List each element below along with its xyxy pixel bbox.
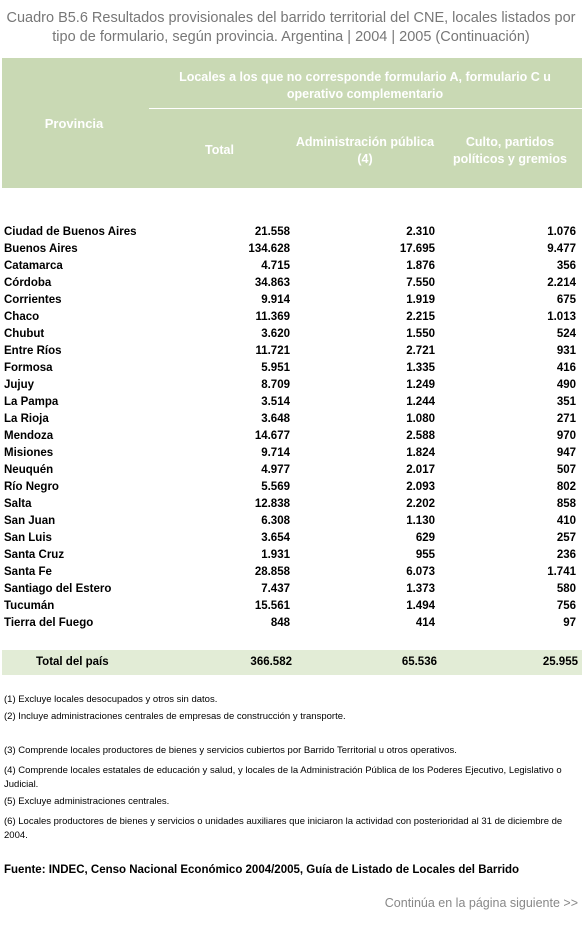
cell-total: 9.714 (261, 447, 290, 459)
total-total: 366.582 (250, 656, 292, 668)
cell-culto: 858 (556, 498, 576, 510)
cell-admin: 2.310 (406, 226, 435, 238)
cell-total: 3.648 (261, 413, 290, 425)
cell-provincia: Buenos Aires (4, 243, 78, 255)
cell-total: 848 (270, 617, 290, 629)
cell-culto: 2.214 (547, 277, 576, 289)
cell-total: 5.951 (261, 362, 290, 374)
cell-total: 4.715 (261, 260, 290, 272)
table-row (0, 377, 582, 394)
cell-culto: 351 (556, 396, 576, 408)
cell-provincia: Córdoba (4, 277, 52, 289)
table-title: Cuadro B5.6 Resultados provisionales del barrido territorial del CNE, locales listados por tipo de formulario, según provincia. Argentina | 2004 | 2005 (Continuación) (6, 10, 576, 45)
table-row (0, 394, 582, 411)
table-row (0, 360, 582, 377)
cell-total: 3.654 (261, 532, 290, 544)
cell-provincia: Chubut (4, 328, 45, 340)
cell-total: 34.863 (254, 277, 290, 289)
header-total: Total (205, 143, 234, 157)
cell-provincia: Corrientes (4, 294, 62, 306)
table-row (0, 241, 582, 258)
cell-culto: 1.741 (547, 566, 576, 578)
cell-culto: 1.076 (547, 226, 576, 238)
cell-provincia: Salta (4, 498, 32, 510)
cell-admin: 2.588 (406, 430, 435, 442)
cell-provincia: Chaco (4, 311, 40, 323)
cell-total: 28.858 (254, 566, 290, 578)
table-body (0, 224, 582, 632)
cell-culto: 97 (563, 617, 576, 629)
cell-culto: 756 (556, 600, 576, 612)
header-provincia: Provincia (44, 116, 104, 131)
header-administracion: Administración pública (4) (295, 135, 435, 166)
cell-admin: 2.721 (406, 345, 435, 357)
cell-culto: 931 (556, 345, 576, 357)
cell-admin: 1.244 (406, 396, 435, 408)
cell-culto: 675 (556, 294, 576, 306)
header-culto: Culto, partidos políticos y gremios (453, 135, 567, 166)
note-1: (1) Excluye locales desocupados y otros sin datos. (4, 694, 218, 705)
table-row (0, 326, 582, 343)
cell-total: 5.569 (261, 481, 290, 493)
cell-total: 21.558 (254, 226, 290, 238)
table-row (0, 547, 582, 564)
cell-admin: 6.073 (406, 566, 435, 578)
continue-link[interactable]: Continúa en la página siguiente >> (384, 896, 578, 910)
header-divider (149, 108, 582, 109)
cell-provincia: San Luis (4, 532, 52, 544)
cell-provincia: La Pampa (4, 396, 59, 408)
cell-provincia: Santa Fe (4, 566, 52, 578)
cell-admin: 1.249 (406, 379, 435, 391)
note-4: (4) Comprende locales estatales de educación y salud, y locales de la Administración Pública de los Poderes Ejecutivo, Legislativo o Judicial. (4, 765, 562, 790)
cell-admin: 2.093 (406, 481, 435, 493)
table-row (0, 309, 582, 326)
cell-culto: 236 (556, 549, 576, 561)
table-row (0, 496, 582, 513)
cell-admin: 629 (415, 532, 435, 544)
total-row (2, 650, 582, 675)
note-3: (3) Comprende locales productores de bienes y servicios cubiertos por Barrido Territorial u otros operativos. (4, 745, 457, 756)
cell-total: 6.308 (261, 515, 290, 527)
total-culto: 25.955 (542, 656, 578, 668)
cell-admin: 1.824 (406, 447, 435, 459)
cell-culto: 947 (556, 447, 576, 459)
cell-provincia: Entre Ríos (4, 345, 62, 357)
table-row (0, 224, 582, 241)
cell-culto: 507 (556, 464, 576, 476)
cell-admin: 7.550 (406, 277, 435, 289)
cell-provincia: Mendoza (4, 430, 54, 442)
table-row (0, 445, 582, 462)
cell-admin: 1.335 (406, 362, 435, 374)
table-row (0, 292, 582, 309)
cell-total: 9.914 (261, 294, 290, 306)
cell-culto: 970 (556, 430, 576, 442)
cell-admin: 1.550 (406, 328, 435, 340)
cell-admin: 955 (415, 549, 435, 561)
cell-admin: 1.919 (406, 294, 435, 306)
cell-admin: 2.017 (406, 464, 435, 476)
cell-culto: 802 (556, 481, 576, 493)
table-row (0, 479, 582, 496)
table-row (0, 258, 582, 275)
cell-total: 12.838 (254, 498, 290, 510)
cell-provincia: Tucumán (4, 600, 55, 612)
cell-total: 8.709 (261, 379, 290, 391)
note-5: (5) Excluye administraciones centrales. (4, 796, 170, 807)
cell-provincia: La Rioja (4, 413, 49, 425)
cell-provincia: Tierra del Fuego (4, 617, 94, 629)
cell-provincia: Misiones (4, 447, 54, 459)
table-row (0, 428, 582, 445)
cell-total: 3.514 (261, 396, 290, 408)
cell-total: 7.437 (261, 583, 290, 595)
cell-total: 3.620 (261, 328, 290, 340)
cell-provincia: Formosa (4, 362, 53, 374)
cell-provincia: Catamarca (4, 260, 63, 272)
cell-culto: 356 (556, 260, 576, 272)
cell-provincia: San Juan (4, 515, 56, 527)
cell-admin: 1.876 (406, 260, 435, 272)
cell-total: 14.677 (254, 430, 290, 442)
table-header (2, 58, 582, 188)
table-row (0, 581, 582, 598)
header-group: Locales a los que no corresponde formulario A, formulario C u operativo complementario (179, 70, 551, 101)
cell-culto: 257 (556, 532, 576, 544)
table-row (0, 615, 582, 632)
table-row (0, 530, 582, 547)
cell-culto: 271 (556, 413, 576, 425)
table-row (0, 462, 582, 479)
cell-provincia: Jujuy (4, 379, 35, 391)
source-note: Fuente: INDEC, Censo Nacional Económico 2004/2005, Guía de Listado de Locales del Barrido (4, 864, 520, 876)
cell-admin: 1.373 (406, 583, 435, 595)
cell-provincia: Santa Cruz (4, 549, 65, 561)
table-row (0, 513, 582, 530)
table-row (0, 275, 582, 292)
cell-admin: 17.695 (399, 243, 435, 255)
cell-total: 15.561 (254, 600, 290, 612)
cell-provincia: Neuquén (4, 464, 54, 476)
cell-culto: 580 (556, 583, 576, 595)
table-row (0, 343, 582, 360)
cell-total: 4.977 (261, 464, 290, 476)
note-2: (2) Incluye administraciones centrales de empresas de construcción y transporte. (4, 711, 346, 722)
cell-total: 1.931 (261, 549, 290, 561)
cell-total: 11.369 (255, 311, 290, 323)
cell-culto: 416 (556, 362, 576, 374)
cell-culto: 9.477 (547, 243, 576, 255)
cell-culto: 490 (556, 379, 576, 391)
table-row (0, 598, 582, 615)
cell-admin: 2.215 (406, 311, 435, 323)
cell-culto: 1.013 (547, 311, 576, 323)
cell-culto: 410 (556, 515, 576, 527)
total-admin: 65.536 (401, 656, 437, 668)
cell-provincia: Santiago del Estero (4, 583, 112, 595)
table-row (0, 564, 582, 581)
cell-admin: 414 (415, 617, 435, 629)
cell-culto: 524 (556, 328, 576, 340)
table-row (0, 411, 582, 428)
cell-provincia: Ciudad de Buenos Aires (4, 226, 137, 238)
cell-admin: 2.202 (406, 498, 435, 510)
cell-admin: 1.080 (406, 413, 435, 425)
cell-total: 134.628 (248, 243, 290, 255)
note-6: (6) Locales productores de bienes y servicios o unidades auxiliares que iniciaron la actividad con posterioridad al 31 de diciembre de 2004. (4, 816, 563, 841)
cell-admin: 1.130 (406, 515, 435, 527)
total-label: Total del país (36, 656, 109, 668)
cell-provincia: Río Negro (4, 481, 59, 493)
cell-admin: 1.494 (406, 600, 435, 612)
cell-total: 11.721 (255, 345, 290, 357)
